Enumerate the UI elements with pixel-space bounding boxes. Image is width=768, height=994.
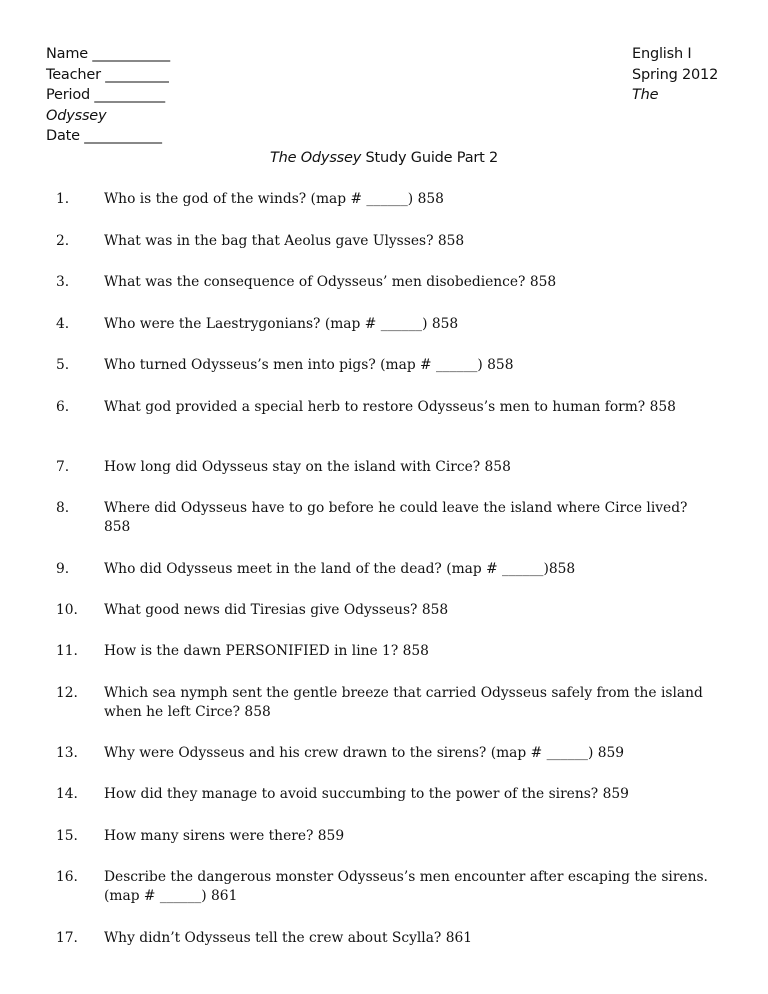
- course-name: English I: [632, 46, 692, 62]
- question-number: 6.: [56, 399, 70, 415]
- teacher-line: Teacher _________: [46, 66, 169, 83]
- question-text: How long did Odysseus stay on the island with Circe? 858: [104, 459, 511, 475]
- period-line: Period __________: [46, 87, 165, 103]
- question-number: 16.: [56, 869, 78, 885]
- question-number: 9.: [56, 561, 70, 577]
- question-number: 10.: [56, 602, 78, 618]
- question-text: Who were the Laestrygonians? (map # ______) 858: [104, 316, 459, 332]
- date-line: Date ___________: [46, 128, 162, 144]
- question-number: 1.: [56, 191, 70, 207]
- question-text: What god provided a special herb to restore Odysseus’s men to human form? 858: [104, 399, 676, 415]
- question-text: How did they manage to avoid succumbing to the power of the sirens? 859: [104, 786, 629, 802]
- question-number: 13.: [56, 745, 78, 761]
- question-text: Where did Odysseus have to go before he could leave the island where Circe lived? 858: [104, 500, 688, 535]
- question-number: 7.: [56, 459, 70, 475]
- question-number: 11.: [56, 643, 78, 659]
- question-text: Which sea nymph sent the gentle breeze that carried Odysseus safely from the island when he left Circe? 858: [104, 685, 703, 720]
- question-number: 14.: [56, 786, 78, 802]
- question-text: Why didn’t Odysseus tell the crew about Scylla? 861: [104, 930, 473, 946]
- question-text: Who did Odysseus meet in the land of the dead? (map # ______)858: [104, 561, 576, 577]
- course-info-block: [632, 44, 718, 106]
- question-number: 3.: [56, 274, 70, 290]
- question-text: How is the dawn PERSONIFIED in line 1? 858: [104, 643, 429, 659]
- name-line: Name ___________: [46, 46, 170, 62]
- question-number: 5.: [56, 357, 70, 373]
- the-line: The: [632, 87, 659, 103]
- question-number: 12.: [56, 685, 78, 701]
- question-number: 4.: [56, 316, 70, 332]
- page-title: [0, 148, 768, 169]
- question-text: Why were Odysseus and his crew drawn to the sirens? (map # ______) 859: [104, 745, 625, 761]
- title-italic: The Odyssey: [269, 150, 362, 166]
- question-text: Describe the dangerous monster Odysseus’s men encounter after escaping the sirens. (map # ______) 861: [104, 869, 708, 904]
- question-text: What good news did Tiresias give Odysseus? 858: [104, 602, 449, 618]
- question-number: 15.: [56, 828, 78, 844]
- question-number: 8.: [56, 500, 70, 516]
- student-info-block: [46, 44, 170, 147]
- question-number: 17.: [56, 930, 78, 946]
- title-rest: Study Guide Part 2: [361, 150, 499, 166]
- question-number: 2.: [56, 233, 70, 249]
- question-text: Who is the god of the winds? (map # ______) 858: [104, 191, 444, 207]
- question-text: Who turned Odysseus’s men into pigs? (map # ______) 858: [104, 357, 514, 373]
- question-text: What was the consequence of Odysseus’ men disobedience? 858: [104, 274, 557, 290]
- question-text: What was in the bag that Aeolus gave Ulysses? 858: [104, 233, 465, 249]
- question-text: How many sirens were there? 859: [104, 828, 345, 844]
- odyssey-line: Odyssey: [46, 107, 107, 124]
- term: Spring 2012: [632, 66, 719, 83]
